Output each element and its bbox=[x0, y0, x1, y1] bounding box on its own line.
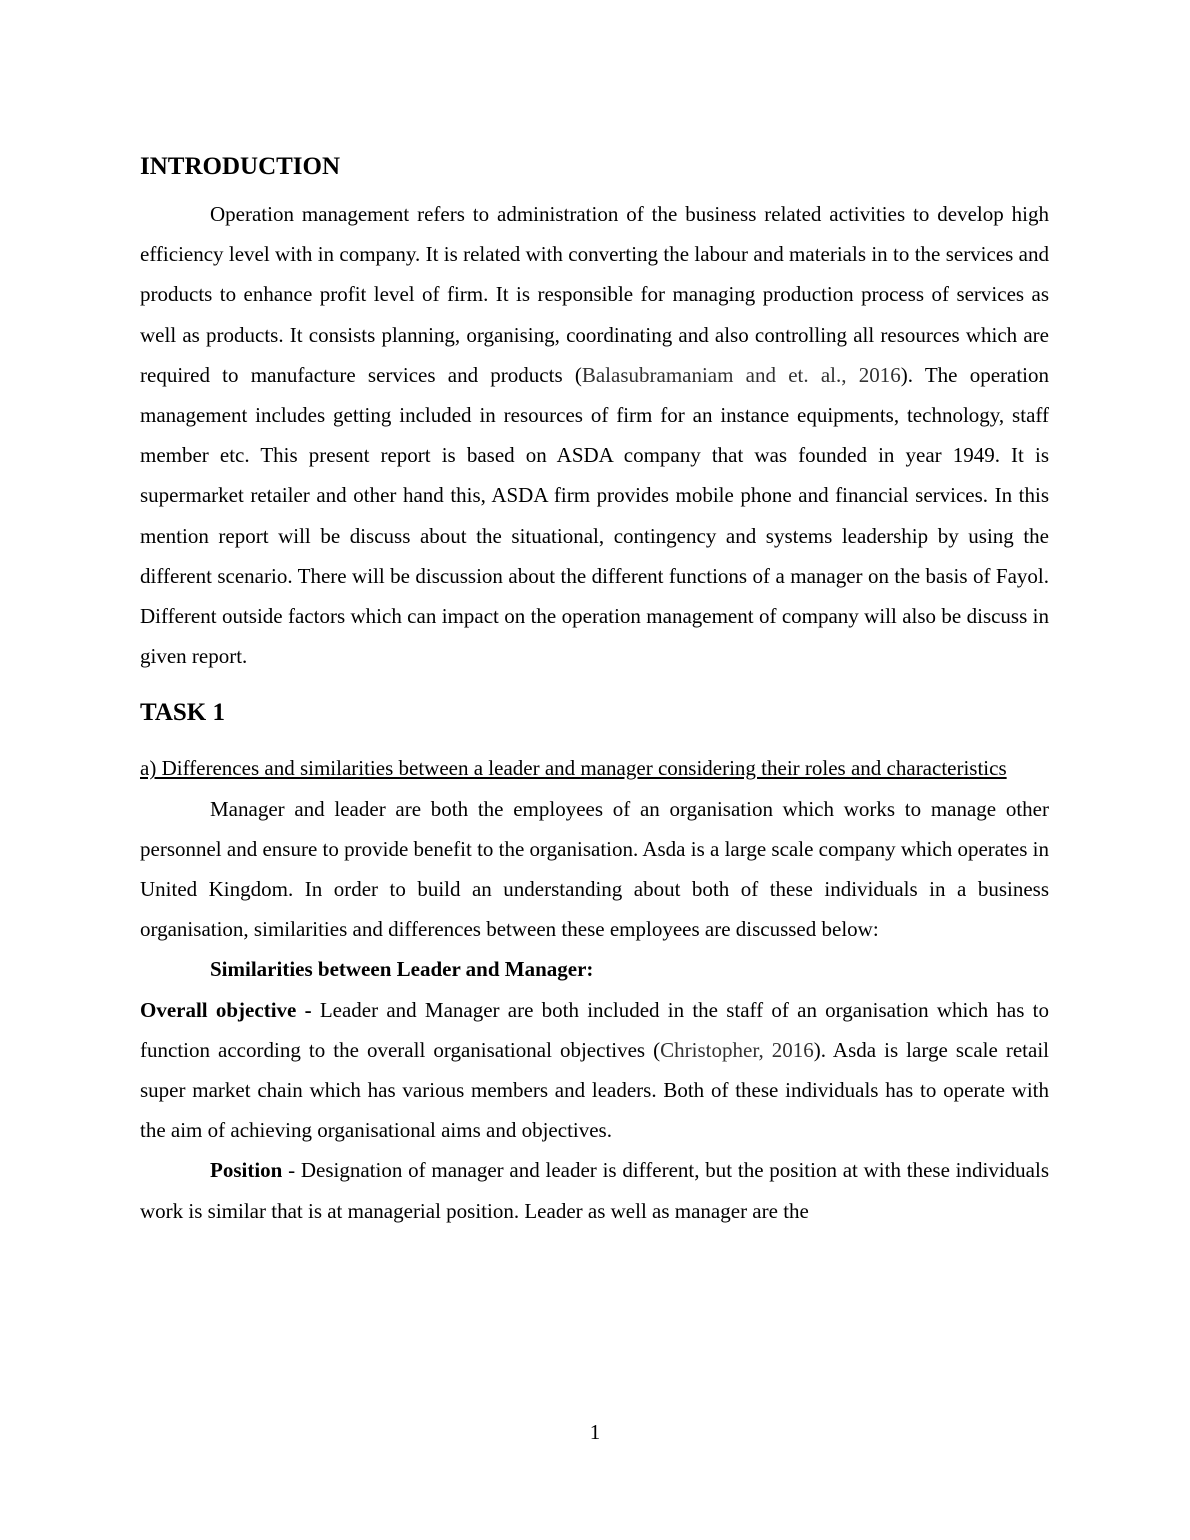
page-number: 1 bbox=[589, 1420, 601, 1444]
position-text: - Designation of manager and leader is different, but the position at with these individuals work is similar that is at managerial position. Leader as well as manager are the bbox=[140, 1158, 1049, 1223]
intro-text-part1: Operation management refers to administration of the business related activities to develop high efficiency level with in company. It is related with converting the labour and materials in to the services and products to enhance profit level of firm. It is responsible for managing production process of services as well as products. It consists planning, organising, coordinating and also controlling all resources which are required to manufacture services and products ( bbox=[140, 202, 1049, 387]
intro-text-part2: ). The operation management includes getting included in resources of firm for an instance equipments, technology, staff member etc. This present report is based on ASDA company that was founded in year 1949. It is supermarket retailer and other hand this, ASDA firm provides mobile phone and financial services. In this mention report will be discuss about the situational, contingency and systems leadership by using the different scenario. There will be discussion about the different functions of a manager on the basis of Fayol. Different outside factors which can impact on the operation management of company will also be discuss in given report. bbox=[140, 362, 1049, 669]
overall-objective-label: Overall objective - bbox=[140, 997, 312, 1022]
document-page bbox=[140, 150, 1049, 1231]
task1-paragraph-intro: Manager and leader are both the employees of an organisation which works to manage other personnel and ensure to provide benefit to the organisation. Asda is a large scale company which operates in United Kingdom. In order to build an understanding about both of these individuals in a business organisation, similarities and differences between these employees are discussed below: bbox=[140, 796, 1049, 942]
position-paragraph bbox=[140, 1150, 1049, 1230]
overall-objective-paragraph bbox=[140, 990, 1049, 1151]
introduction-paragraph bbox=[140, 194, 1049, 676]
position-label: Position bbox=[210, 1158, 283, 1183]
task1-subquestion-a: a) Differences and similarities between a leader and manager considering their roles and characteristics bbox=[140, 756, 1007, 781]
introduction-heading: INTRODUCTION bbox=[140, 153, 341, 180]
overall-text-part1: Leader and Manager are both included in the staff of an organisation which has to function according to the overall organisational objectives ( bbox=[140, 997, 1049, 1062]
citation-balasubramaniam: Balasubramaniam and et. al., 2016 bbox=[581, 362, 901, 387]
task1-heading: TASK 1 bbox=[140, 699, 225, 727]
similarities-heading: Similarities between Leader and Manager: bbox=[210, 957, 594, 982]
overall-text-part2: ). Asda is large scale retail super market chain which has various members and leaders. Both of these individuals has to operate with the aim of achieving organisational aims and objectives. bbox=[140, 1037, 1049, 1143]
citation-christopher: Christopher, 2016 bbox=[660, 1037, 814, 1062]
